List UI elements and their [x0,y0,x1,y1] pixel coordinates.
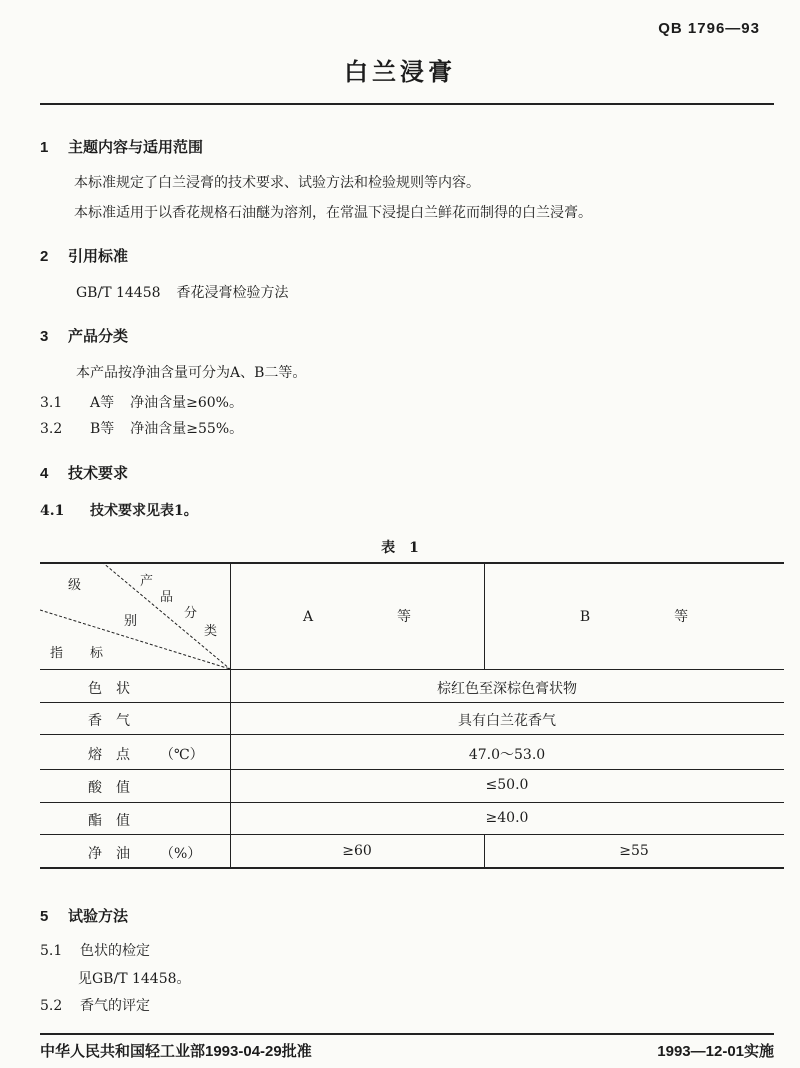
clause-title: 香气的评定 [80,998,150,1014]
clause-5-1-text: 见GB/T 14458。 [78,971,191,987]
document-title: 白兰浸膏 [344,59,456,86]
reference-title: 香花浸膏检验方法 [176,285,289,301]
section-number: 4 [40,465,49,482]
header-rule [40,103,774,105]
reference-standard [76,282,289,302]
column-header-grade-b: B 等 [579,609,689,625]
clause-text: 净油含量≥55%。 [130,421,244,437]
clause-5-1 [40,940,150,960]
section-1-para-1: 本标准规定了白兰浸膏的技术要求、试验方法和检验规则等内容。 [74,175,480,191]
clause-text: 技术要求见表1。 [90,503,198,519]
row-value: ≥40.0 [485,810,529,826]
row-name: 净 油 [88,846,130,862]
clause-3-1 [40,392,243,412]
table-row-rule [40,834,784,835]
row-name: 酯 值 [88,813,130,829]
clause-number: 5.2 [40,998,63,1014]
table-row-rule [40,734,784,735]
row-name: 熔 点 [88,747,130,763]
approval-line: 中华人民共和国轻工业部1993-04-29批准 [40,1043,312,1060]
table-row-rule [40,702,784,703]
clause-text: 净油含量≥60%。 [130,395,243,411]
section-number: 5 [40,908,49,925]
row-name: 酸 值 [88,780,130,796]
section-4-heading [40,462,128,483]
diag-label: 分 [184,606,198,621]
row-name: 香 气 [88,713,130,729]
table-bottom-rule [40,867,784,869]
section-3-heading [40,325,128,346]
row-unit: （℃） [160,747,204,763]
row-value-grade-a: ≥60 [342,843,372,859]
section-2-heading [40,245,128,266]
section-1-para-2: 本标准适用于以香花规格石油醚为溶剂，在常温下浸提白兰鲜花而制得的白兰浸膏。 [74,205,592,221]
reference-code: GB/T 14458 [76,285,161,301]
table-row-rule [40,769,784,770]
diag-label: 级 [68,578,82,593]
row-value-grade-b: ≥55 [619,843,649,859]
section-title: 产品分类 [68,328,129,345]
standard-number: QB 1796—93 [658,20,760,37]
clause-3-2 [40,418,243,438]
section-5-heading [40,905,128,926]
table-row-rule [40,802,784,803]
diag-label: 指 [50,646,64,661]
diag-label: 标 [90,646,104,661]
clause-title: 色状的检定 [80,943,150,959]
clause-4-1 [40,500,198,520]
column-header-grade-a: A 等 [302,609,412,625]
section-title: 主题内容与适用范围 [68,139,204,156]
table-caption: 表 1 [381,540,419,556]
diag-label: 类 [204,624,218,639]
diag-label: 别 [124,614,138,629]
row-name: 色 状 [88,681,130,697]
effective-date: 1993—12-01实施 [657,1043,774,1060]
section-number: 3 [40,328,49,345]
clause-number: 5.1 [40,943,63,959]
section-title: 引用标准 [68,248,129,265]
diag-label: 品 [160,590,174,605]
spec-table [40,562,784,867]
row-value: ≤50.0 [485,777,529,793]
row-unit: （%） [160,846,202,862]
clause-number: 4.1 [40,503,65,519]
clause-grade: A等 [90,395,115,411]
clause-number: 3.1 [40,395,63,411]
diag-label: 产 [140,574,154,589]
row-value: 47.0～53.0 [468,747,546,763]
section-1-heading [40,136,203,157]
section-title: 试验方法 [68,908,129,925]
footer-rule [40,1033,774,1035]
clause-5-2 [40,995,150,1015]
row-value: 棕红色至深棕色膏状物 [437,681,577,697]
row-value: 具有白兰花香气 [458,713,556,729]
clause-grade: B等 [90,421,115,437]
section-title: 技术要求 [68,465,129,482]
clause-number: 3.2 [40,421,63,437]
section-number: 1 [40,139,49,156]
section-number: 2 [40,248,49,265]
section-3-para: 本产品按净油含量可分为A、B二等。 [76,365,307,381]
